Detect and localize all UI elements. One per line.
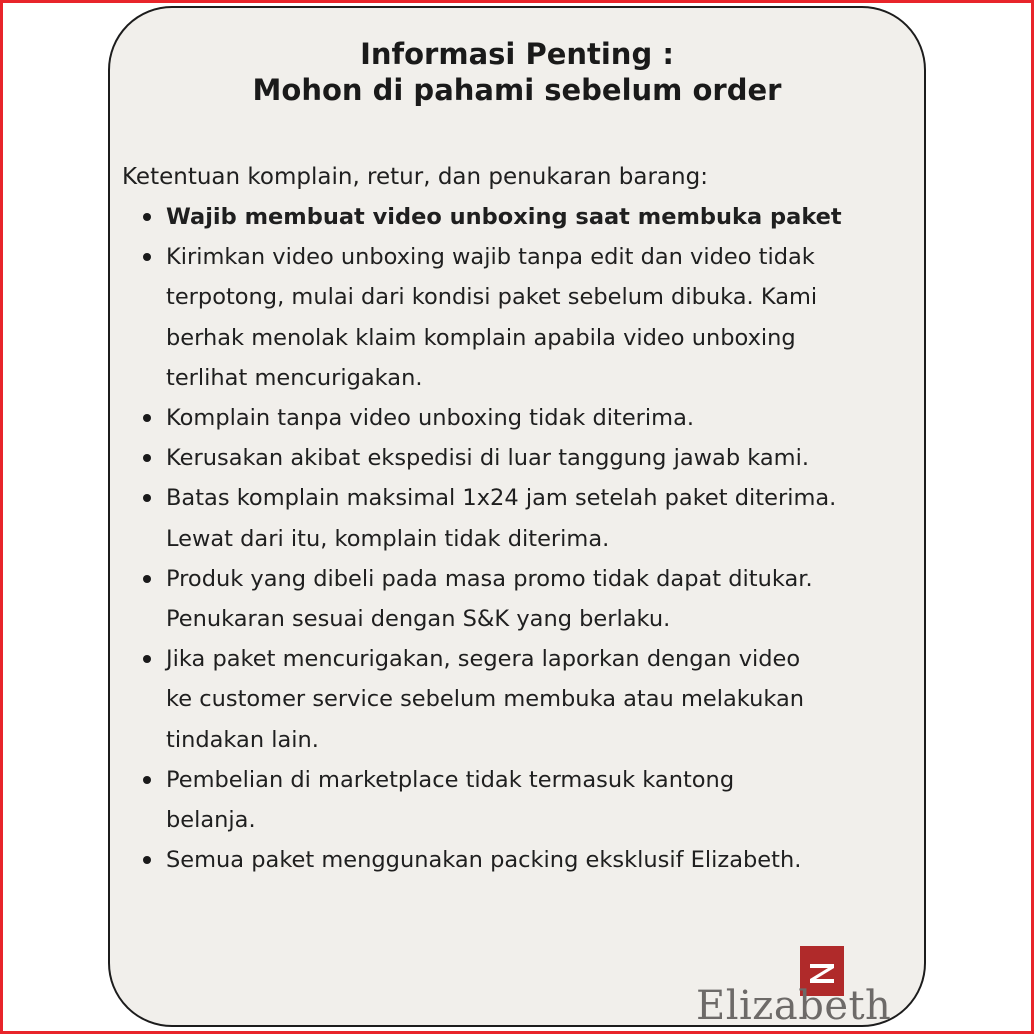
rule-item-continuation [140,720,930,760]
rule-item [140,197,930,237]
rule-item [140,559,930,599]
rule-text: Lewat dari itu, komplain tidak diterima. [166,525,610,552]
rule-text: Komplain tanpa video unboxing tidak diterima. [166,405,695,432]
title-line-2: Mohon di pahami sebelum order [252,73,782,107]
rule-item [140,398,930,438]
bullet-icon [143,494,151,502]
bullet-icon [143,454,151,462]
bullet-icon [143,253,151,261]
brand-name: Elizabeth [696,983,892,1029]
rule-text: Semua paket menggunakan packing eksklusif Elizabeth. [166,847,802,874]
rule-item [140,438,930,478]
rule-item-continuation [140,519,930,559]
bullet-icon [143,575,151,583]
rule-item [140,840,930,880]
rule-item-continuation [140,679,930,719]
rule-text: Penukaran sesuai dengan S&K yang berlaku. [166,606,671,633]
rule-item-continuation [140,277,930,317]
rule-text: Kirimkan video unboxing wajib tanpa edit dan video tidak [166,244,815,271]
bullet-icon [143,856,151,864]
rule-text: Kerusakan akibat ekspedisi di luar tanggung jawab kami. [166,445,810,472]
rule-text: terlihat mencurigakan. [166,364,423,391]
rule-text: belanja. [166,807,256,834]
intro-text: Ketentuan komplain, retur, dan penukaran barang: [122,164,708,190]
title-line-1: Informasi Penting : [360,37,674,71]
rule-item-continuation [140,599,930,639]
rule-item-continuation [140,358,930,398]
rules-list [140,197,930,880]
rule-text: tindakan lain. [166,726,319,753]
rule-item [140,760,930,800]
rule-text: ke customer service sebelum membuka atau melakukan [166,686,805,713]
bullet-icon [143,213,151,221]
page-title [108,36,926,108]
rule-text: Batas komplain maksimal 1x24 jam setelah paket diterima. [166,485,837,512]
rule-text: Pembelian di marketplace tidak termasuk kantong [166,766,735,793]
rule-item-continuation [140,800,930,840]
rule-text: terpotong, mulai dari kondisi paket sebelum dibuka. Kami [166,284,818,311]
bullet-icon [143,776,151,784]
rule-item [140,639,930,679]
rule-text: Wajib membuat video unboxing saat membuka paket [166,204,842,230]
bullet-icon [143,655,151,663]
rule-item [140,478,930,518]
rule-item-continuation [140,318,930,358]
bullet-icon [143,414,151,422]
rule-text: Produk yang dibeli pada masa promo tidak dapat ditukar. [166,565,813,592]
rule-text: Jika paket mencurigakan, segera laporkan dengan video [166,646,801,673]
rule-item [140,237,930,277]
rule-text: berhak menolak klaim komplain apabila video unboxing [166,324,796,351]
